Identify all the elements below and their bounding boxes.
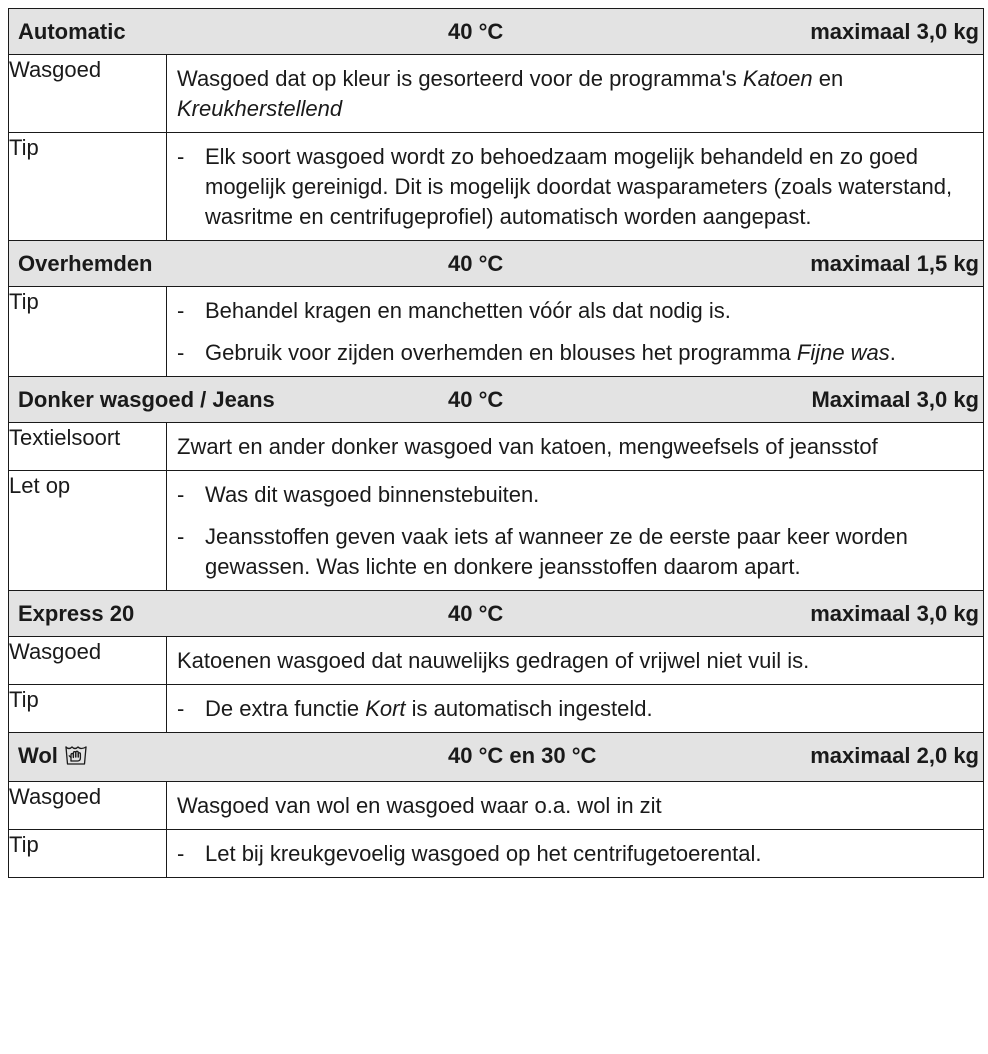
bullet-item (167, 518, 983, 590)
row-content (167, 685, 984, 733)
bullet-item (167, 133, 983, 240)
text-run: en (812, 66, 844, 91)
program-reference: Fijne was (796, 340, 890, 365)
row-content (167, 637, 984, 685)
program-header-row (9, 733, 984, 782)
program-reference: Kreukherstellend (177, 96, 343, 121)
row-content (167, 55, 984, 133)
text-run: Was dit wasgoed binnenstebuiten. (205, 482, 540, 507)
program-reference: Kort (365, 696, 406, 721)
program-detail-row (9, 782, 984, 830)
description-text (167, 782, 983, 829)
row-label: Let op (9, 471, 167, 591)
program-header-row (9, 377, 984, 423)
row-label: Tip (9, 685, 167, 733)
program-temperature: 40 °C (448, 387, 504, 412)
text-run: Katoenen wasgoed dat nauwelijks gedragen of vrijwel niet vuil is. (177, 648, 810, 673)
bullet-dash: - (177, 841, 185, 866)
bullet-item (167, 287, 983, 334)
bullet-dash: - (177, 144, 185, 169)
bullet-text (205, 839, 973, 869)
row-content (167, 782, 984, 830)
program-detail-row (9, 637, 984, 685)
text-run: Jeansstoffen geven vaak iets af wanneer ze de eerste paar keer worden gewassen. Was lichte en donkere jeansstoffen daarom apart. (205, 524, 908, 579)
row-content (167, 471, 984, 591)
text-run: Wasgoed van wol en wasgoed waar o.a. wol in zit (177, 793, 662, 818)
row-label: Textielsoort (9, 423, 167, 471)
description-text (167, 55, 983, 132)
program-max-load: maximaal 2,0 kg (810, 743, 979, 768)
row-label: Wasgoed (9, 782, 167, 830)
bullet-text (205, 296, 973, 326)
bullet-text (205, 522, 973, 582)
program-name: Express 20 (18, 601, 135, 626)
program-max-load: Maximaal 3,0 kg (811, 387, 979, 412)
program-header-row (9, 241, 984, 287)
bullet-dash: - (177, 482, 185, 507)
description-text (167, 637, 983, 684)
bullet-dash: - (177, 696, 185, 721)
description-text (167, 423, 983, 470)
text-run: is automatisch ingesteld. (405, 696, 653, 721)
hand-wash-icon (64, 744, 88, 773)
program-name: Donker wasgoed / Jeans (18, 387, 275, 412)
row-content (167, 830, 984, 878)
text-run: Zwart en ander donker wasgoed van katoen, mengweefsels of jeansstof (177, 434, 878, 459)
program-detail-row (9, 423, 984, 471)
text-run: De extra functie (205, 696, 366, 721)
program-name: Automatic (18, 19, 126, 44)
bullet-dash: - (177, 340, 185, 365)
text-run: Behandel kragen en manchetten vóór als dat nodig is. (205, 298, 731, 323)
bullet-item (167, 334, 983, 376)
program-reference: Katoen (742, 66, 813, 91)
program-temperature: 40 °C (448, 251, 504, 276)
program-table-body (9, 9, 984, 878)
bullet-item (167, 830, 983, 877)
program-name: Wol (18, 742, 448, 773)
row-label: Wasgoed (9, 55, 167, 133)
program-temperature: 40 °C en 30 °C (448, 743, 597, 768)
program-max-load: maximaal 3,0 kg (810, 601, 979, 626)
program-detail-row (9, 830, 984, 878)
text-run: Let bij kreukgevoelig wasgoed op het centrifugetoerental. (205, 841, 762, 866)
bullet-text (205, 338, 973, 368)
program-header-row (9, 591, 984, 637)
program-max-load: maximaal 1,5 kg (810, 251, 979, 276)
bullet-dash: - (177, 298, 185, 323)
bullet-text (205, 694, 973, 724)
program-detail-row (9, 133, 984, 241)
program-detail-row (9, 287, 984, 377)
program-detail-row (9, 685, 984, 733)
row-label: Tip (9, 287, 167, 377)
program-detail-row (9, 471, 984, 591)
row-content (167, 423, 984, 471)
bullet-text (205, 142, 973, 232)
program-detail-row (9, 55, 984, 133)
text-run: Gebruik voor zijden overhemden en blouses het programma (205, 340, 797, 365)
row-content (167, 287, 984, 377)
bullet-item (167, 471, 983, 518)
wash-program-table (8, 8, 984, 878)
program-header-row (9, 9, 984, 55)
program-temperature: 40 °C (448, 601, 504, 626)
program-name: Overhemden (18, 251, 153, 276)
row-label: Tip (9, 830, 167, 878)
bullet-item (167, 685, 983, 732)
row-content (167, 133, 984, 241)
row-label: Tip (9, 133, 167, 241)
text-run: Elk soort wasgoed wordt zo behoedzaam mogelijk behandeld en zo goed mogelijk gereinigd. Dit is mogelijk doordat wasparameters (zoals waterstand, wasritme en centrifugeprofiel) automatisch worden aangepast. (205, 144, 953, 229)
row-label: Wasgoed (9, 637, 167, 685)
program-temperature: 40 °C (448, 19, 504, 44)
bullet-dash: - (177, 524, 185, 549)
text-run: Wasgoed dat op kleur is gesorteerd voor de programma's (177, 66, 743, 91)
text-run: . (889, 340, 896, 365)
program-max-load: maximaal 3,0 kg (810, 19, 979, 44)
bullet-text (205, 480, 973, 510)
